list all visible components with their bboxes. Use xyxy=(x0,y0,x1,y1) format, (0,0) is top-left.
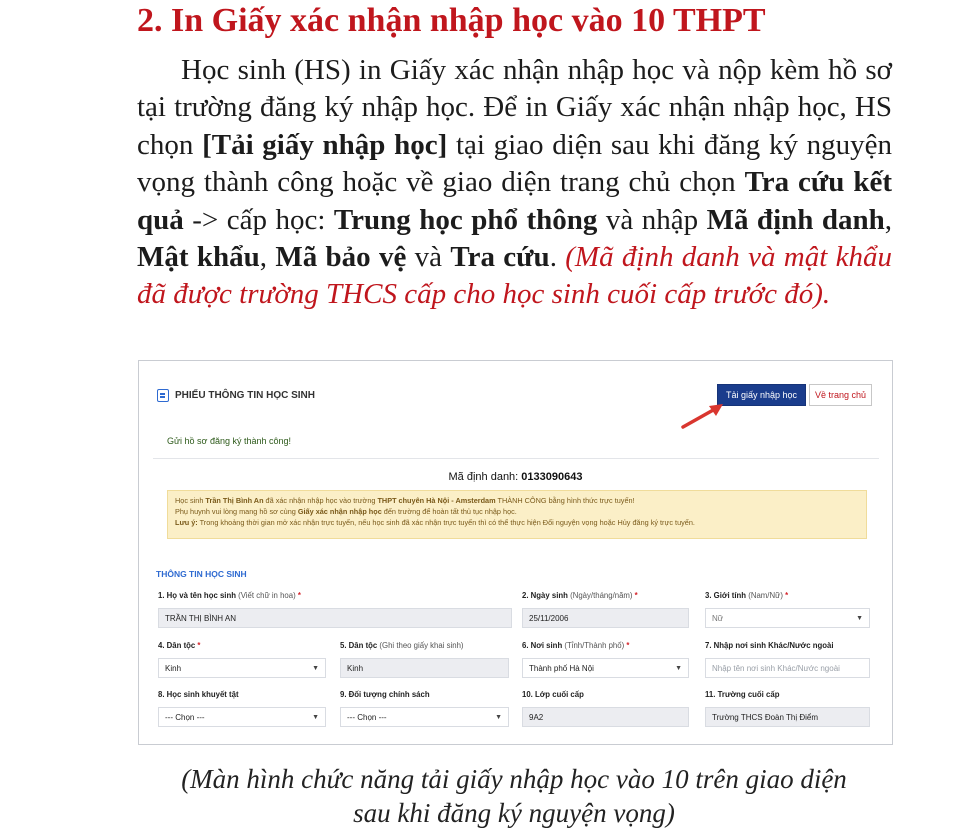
field-label xyxy=(158,591,512,600)
h: (Ghi theo giấy khai sinh) xyxy=(377,641,464,650)
birthdate-input[interactable] xyxy=(522,608,689,628)
text: . xyxy=(549,241,566,274)
field-label xyxy=(522,641,689,650)
v: --- Chọn --- xyxy=(165,712,205,722)
field-ethnicity xyxy=(158,641,326,678)
full-name-input[interactable] xyxy=(158,608,512,628)
bold-id: Mã định danh xyxy=(706,203,885,236)
v: Kinh xyxy=(165,663,182,673)
field-label xyxy=(158,641,326,650)
field-label xyxy=(522,690,689,699)
field-full-name xyxy=(158,591,512,628)
field-label xyxy=(705,641,870,650)
field-disability xyxy=(158,690,326,727)
text: Học sinh (HS) in Giấy xác nhận nhập học và nộp kèm hồ sơ tại trường đăng ký nhập học. Để in Giấy xác nhận nhập học, HS chọn xyxy=(137,54,892,161)
form-title: PHIẾU THÔNG TIN HỌC SINH xyxy=(175,390,316,401)
code-label: Mã định danh: xyxy=(448,471,519,483)
l: 10. Lớp cuối cấp xyxy=(522,690,584,699)
ethnicity-select[interactable] xyxy=(158,658,326,678)
l: 8. Học sinh khuyết tật xyxy=(158,690,239,699)
gender-select[interactable] xyxy=(705,608,870,628)
t: Học sinh xyxy=(175,496,206,505)
r: * xyxy=(295,591,301,600)
l: 4. Dân tộc xyxy=(158,641,196,650)
h: (Tỉnh/Thành phố) xyxy=(562,641,625,650)
text: tại giao diện sau khi đăng ký nguyện vọng thành công hoặc về giao diện trang chủ chọn xyxy=(137,128,892,199)
v: Trường THCS Đoàn Thị Điểm xyxy=(712,712,819,722)
text: và xyxy=(406,241,451,274)
h: (Nam/Nữ) xyxy=(746,591,783,600)
l: 9. Đối tượng chính sách xyxy=(340,690,430,699)
bold-captcha: Mã bảo vệ xyxy=(275,241,407,274)
text: , xyxy=(259,241,276,274)
field-policy xyxy=(340,690,509,727)
field-label xyxy=(340,641,509,650)
text: , xyxy=(884,203,893,236)
policy-select[interactable] xyxy=(340,707,509,727)
bold-lookup: Tra cứu kết quả xyxy=(137,166,892,236)
text: -> cấp học: xyxy=(183,203,334,236)
field-gender xyxy=(705,591,870,628)
field-label xyxy=(158,690,326,699)
t-bold: Giấy xác nhận nhập học xyxy=(297,507,382,516)
school-name: THPT chuyên Hà Nội - Amsterdam xyxy=(377,496,496,505)
section-heading: 2. In Giấy xác nhận nhập học vào 10 THPT xyxy=(137,2,766,39)
r: * xyxy=(195,641,201,650)
l: 1. Họ và tên học sinh xyxy=(158,591,236,600)
student-code xyxy=(139,471,892,483)
ethnicity-text-input[interactable] xyxy=(340,658,509,678)
v: --- Chọn --- xyxy=(347,712,387,722)
v: 25/11/2006 xyxy=(529,613,569,623)
chevron-down-icon: ▼ xyxy=(856,614,863,622)
document-icon xyxy=(157,389,169,402)
divider xyxy=(153,458,879,459)
final-school-input[interactable] xyxy=(705,707,870,727)
h: (Viết chữ in hoa) xyxy=(235,591,296,600)
instruction-paragraph xyxy=(137,52,892,314)
l: 7. Nhập nơi sinh Khác/Nước ngoài xyxy=(705,641,834,650)
r: * xyxy=(782,591,789,600)
screenshot-panel xyxy=(138,360,893,745)
download-admission-button[interactable]: Tải giấy nhập học xyxy=(717,384,806,406)
success-message: Gửi hồ sơ đăng ký thành công! xyxy=(167,436,292,446)
field-ethnicity-birth-cert xyxy=(340,641,509,678)
t: THÀNH CÔNG bằng hình thức trực tuyến! xyxy=(495,496,635,505)
l: 5. Dân tộc xyxy=(340,641,378,650)
bold-level: Trung học phổ thông xyxy=(333,203,598,236)
notice-box xyxy=(167,490,867,539)
field-final-school xyxy=(705,690,870,727)
figure-caption xyxy=(0,762,960,830)
field-birthplace xyxy=(522,641,689,678)
final-class-input[interactable] xyxy=(522,707,689,727)
notice-line-3 xyxy=(175,517,859,528)
field-other-birthplace xyxy=(705,641,870,678)
section-student-info: THÔNG TIN HỌC SINH xyxy=(156,569,247,579)
t: Phụ huynh vui lòng mang hồ sơ cùng xyxy=(175,507,298,516)
student-name: Trần Thị Bình An xyxy=(205,496,264,505)
red-note: (Mã định danh và mật khẩu đã được trường THCS cấp cho học sinh cuối cấp trước đó). xyxy=(137,241,893,311)
chevron-down-icon: ▼ xyxy=(312,713,319,721)
l: 2. Ngày sinh xyxy=(522,591,568,600)
field-label xyxy=(340,690,509,699)
bold-download: [Tải giấy nhập học] xyxy=(202,128,448,161)
field-final-class xyxy=(522,690,689,727)
red-arrow-icon xyxy=(679,401,727,431)
note-label: Lưu ý: xyxy=(175,518,198,527)
v: Nữ xyxy=(712,613,724,623)
t: đã xác nhận nhập học vào trường xyxy=(263,496,378,505)
t: đến trường để hoàn tất thủ tục nhập học. xyxy=(381,507,517,516)
bold-search: Tra cứu xyxy=(450,241,550,274)
v: 9A2 xyxy=(529,712,544,722)
bold-password: Mật khẩu xyxy=(137,241,260,274)
birthplace-select[interactable] xyxy=(522,658,689,678)
r: * xyxy=(632,591,638,600)
caption-line-2: sau khi đăng ký nguyện vọng) xyxy=(353,798,675,828)
v: Thành phố Hà Nội xyxy=(529,663,594,673)
field-birthdate xyxy=(522,591,689,628)
disability-select[interactable] xyxy=(158,707,326,727)
notice-line-1 xyxy=(175,495,859,506)
text: và nhập xyxy=(597,203,707,236)
chevron-down-icon: ▼ xyxy=(312,664,319,672)
form-header xyxy=(157,389,315,402)
l: 6. Nơi sinh xyxy=(522,641,563,650)
field-label xyxy=(522,591,689,600)
home-button[interactable]: Về trang chủ xyxy=(809,384,872,406)
t: Trong khoảng thời gian mở xác nhận trực tuyến, nếu học sinh đã xác nhận trực tuyến thì có thể thực hiện Đổi nguyện vọng hoặc Hủy đăng ký trực tuyến. xyxy=(197,518,695,527)
notice-line-2 xyxy=(175,506,859,517)
field-label xyxy=(705,690,870,699)
r: * xyxy=(624,641,630,650)
v: Kinh xyxy=(347,663,364,673)
field-label xyxy=(705,591,870,600)
other-birthplace-input[interactable] xyxy=(705,658,870,678)
l: 11. Trường cuối cấp xyxy=(705,690,780,699)
l: 3. Giới tính xyxy=(705,591,747,600)
chevron-down-icon: ▼ xyxy=(495,713,502,721)
h: (Ngày/tháng/năm) xyxy=(567,591,633,600)
v: TRẦN THỊ BÌNH AN xyxy=(165,613,236,623)
placeholder: Nhập tên nơi sinh Khác/Nước ngoài xyxy=(712,663,840,673)
chevron-down-icon: ▼ xyxy=(675,664,682,672)
caption-line-1: (Màn hình chức năng tải giấy nhập học vào 10 trên giao diện xyxy=(181,764,847,794)
code-value: 0133090643 xyxy=(521,471,583,483)
